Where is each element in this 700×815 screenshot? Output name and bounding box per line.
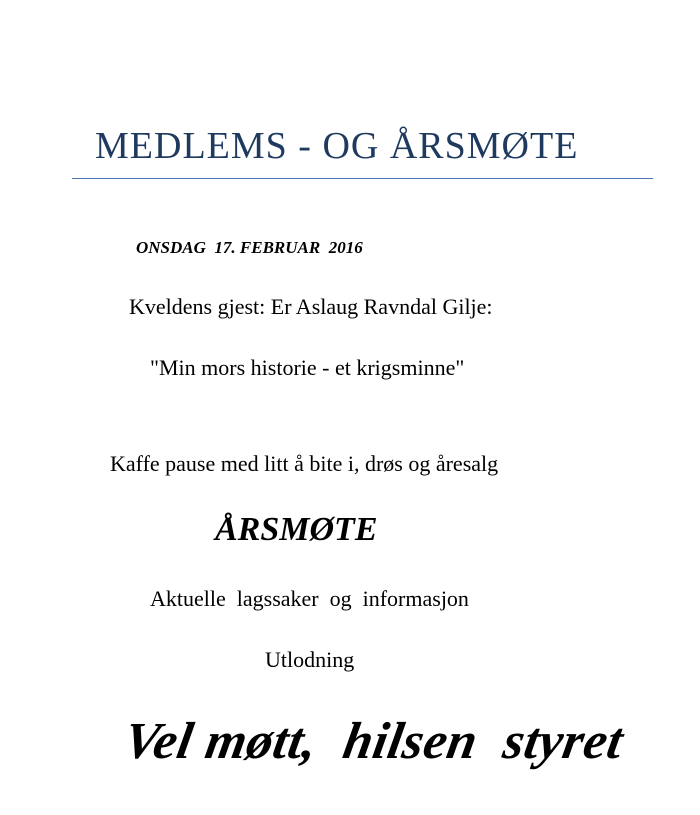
topics-line: Aktuelle lagssaker og informasjon [150,586,469,611]
coffee-line: Kaffe pause med litt å bite i, drøs og åresalg [110,451,499,476]
event-date: ONSDAG 17. FEBRUAR 2016 [136,238,363,257]
page-title: MEDLEMS - OG ÅRSMØTE [95,125,579,167]
meeting-heading: ÅRSMØTE [215,511,378,548]
closing-greeting: Vel møtt, hilsen styret [119,713,628,770]
raffle-line: Utlodning [265,647,355,672]
guest-line: Kveldens gjest: Er Aslaug Ravndal Gilje: [129,294,493,319]
talk-title: "Min mors historie - et krigsminne" [150,355,465,380]
title-divider [72,178,653,179]
